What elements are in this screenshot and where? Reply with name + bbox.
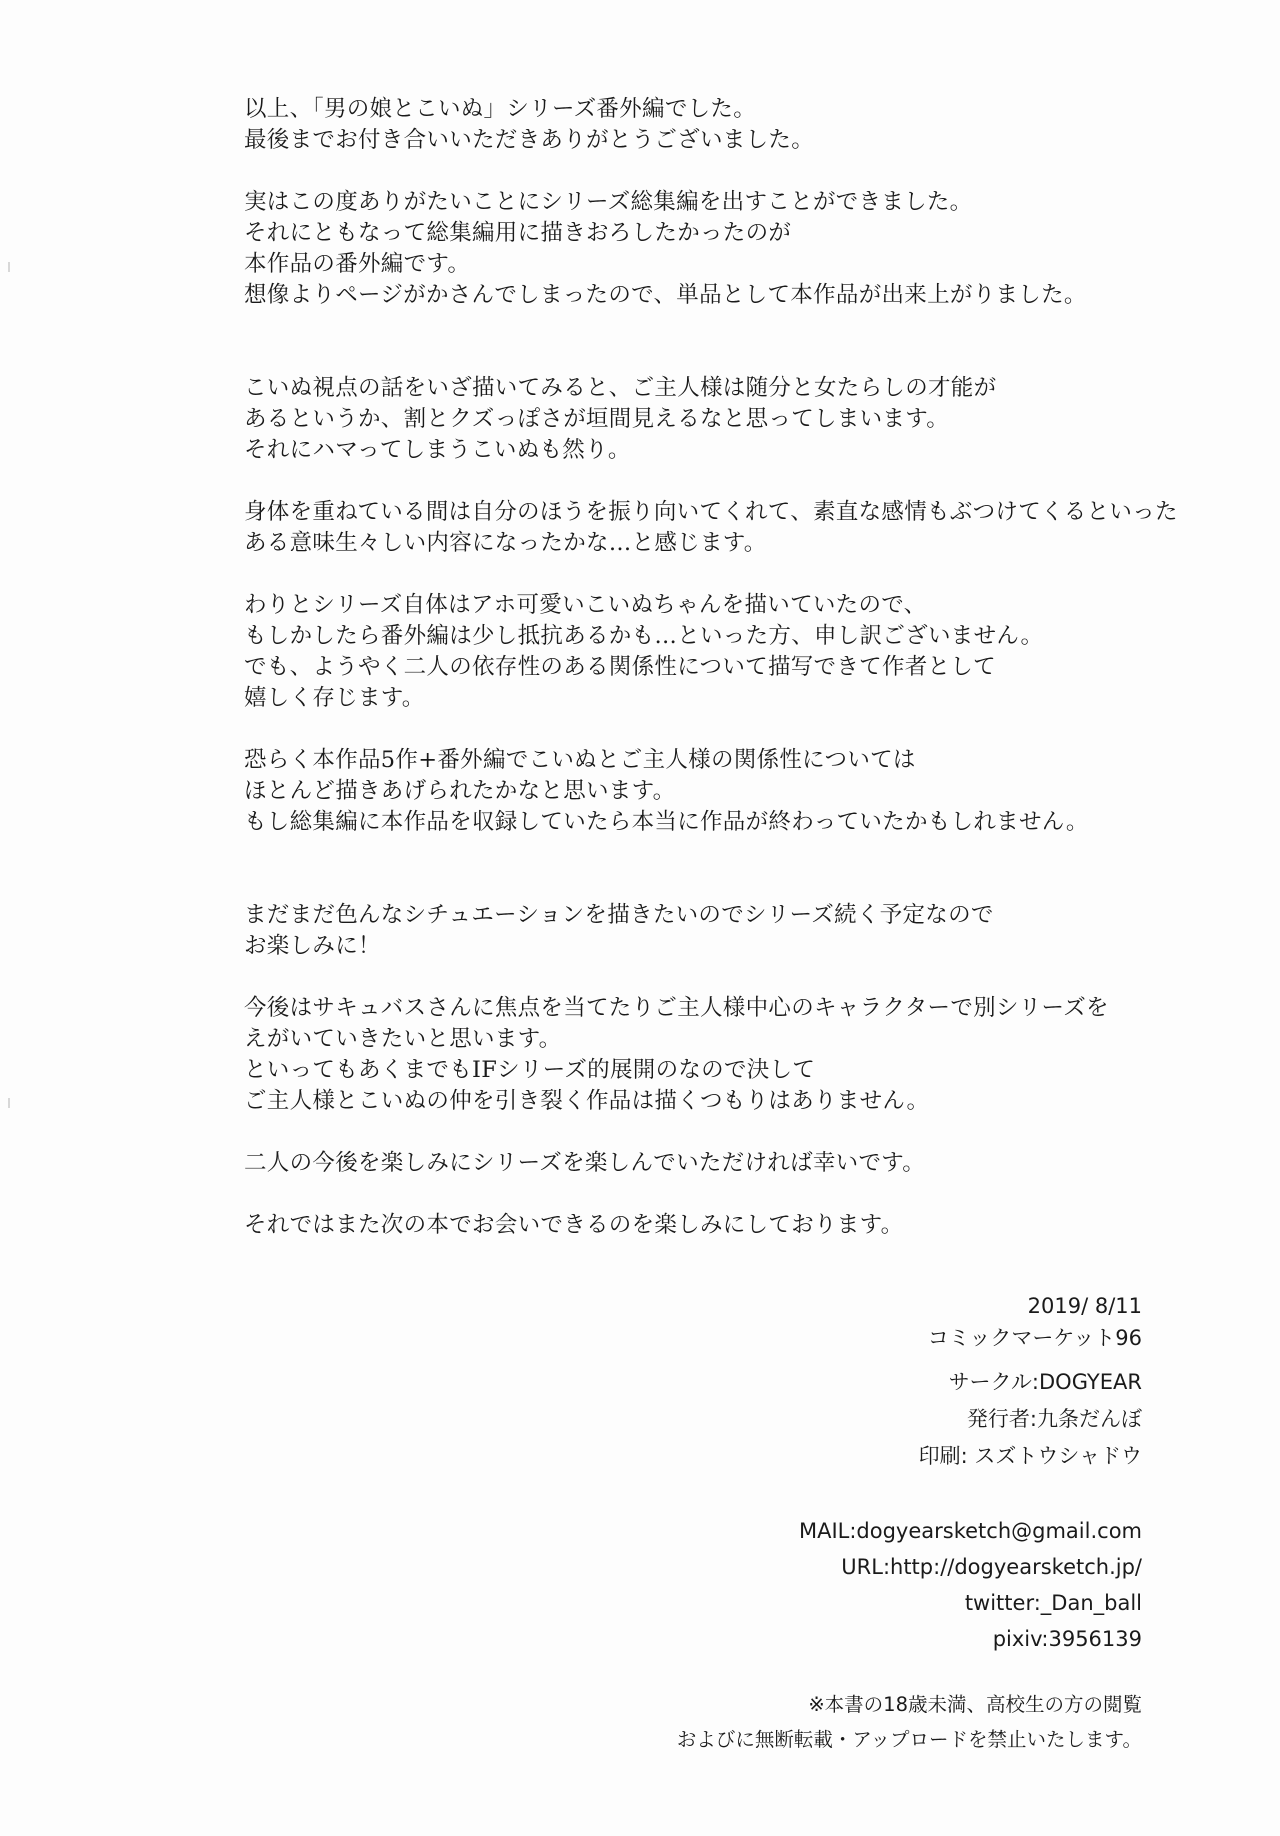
afterword-paragraph-7 — [244, 900, 1164, 962]
text-line: 身体を重ねている間は自分のほうを振り向いてくれて、素直な感情もぶつけてくるといった — [244, 499, 1178, 525]
text-line: こいぬ視点の話をいざ描いてみると、ご主人様は随分と女たらしの才能が — [244, 375, 997, 401]
text-line: あるというか、割とクズっぽさが垣間見えるなと思ってしまいます。 — [244, 406, 950, 432]
publisher-name: 発行者:九条だんぼ — [966, 1407, 1142, 1431]
text-line: それにともなって総集編用に描きおろしたかったのが — [244, 220, 792, 246]
text-line: もしかしたら番外編は少し抵抗あるかも…といった方、申し訳ございません。 — [244, 623, 1044, 649]
contact-mail: MAIL:dogyearsketch@gmail.com — [798, 1519, 1142, 1543]
text-line: 最後までお付き合いいただきありがとうございました。 — [244, 127, 815, 153]
text-line: 想像よりページがかさんでしまったので、単品として本作品が出来上がりました。 — [244, 282, 1087, 308]
text-line: お楽しみに！ — [244, 933, 381, 959]
afterword-text — [244, 94, 1178, 1241]
text-line: 恐らく本作品5作+番外編でこいぬとご主人様の関係性については — [244, 747, 916, 773]
paragraph-gap — [244, 1117, 1164, 1148]
afterword-paragraph-6 — [244, 745, 1164, 838]
paragraph-gap — [244, 838, 1164, 900]
scan-speck — [8, 1098, 10, 1108]
afterword-paragraph-4 — [244, 497, 1178, 559]
age-restriction-notice — [677, 1687, 1142, 1757]
text-line: 本作品の番外編です。 — [244, 251, 471, 277]
paragraph-gap — [244, 559, 1164, 590]
text-line: でも、ようやく二人の依存性のある関係性について描写できて作者として — [244, 654, 996, 680]
afterword-paragraph-9 — [244, 1148, 1164, 1179]
publication-date: 2019/ 8/11 — [1027, 1294, 1142, 1318]
text-line: ほとんど描きあげられたかなと思います。 — [244, 778, 676, 804]
paragraph-gap — [244, 156, 1164, 187]
circle-name: サークル:DOGYEAR — [948, 1370, 1142, 1394]
text-line: 二人の今後を楽しみにシリーズを楽しんでいただければ幸いです。 — [244, 1150, 926, 1176]
paragraph-gap — [244, 1179, 1164, 1210]
notice-line: およびに無断転載・アップロードを禁止いたします。 — [676, 1728, 1142, 1751]
text-line: えがいていきたいと思います。 — [244, 1026, 562, 1052]
text-line: 嬉しく存じます。 — [244, 685, 425, 711]
afterword-paragraph-3 — [244, 373, 1164, 466]
text-line: それではまた次の本でお会いできるのを楽しみにしております。 — [244, 1212, 904, 1238]
text-line: といってもあくまでもIFシリーズ的展開のなので決して — [244, 1057, 816, 1083]
contact-url: URL:http://dogyearsketch.jp/ — [841, 1555, 1142, 1579]
paragraph-gap — [244, 311, 1164, 373]
contact-pixiv: pixiv:3956139 — [992, 1627, 1142, 1651]
text-line: 実はこの度ありがたいことにシリーズ総集編を出すことができました。 — [244, 189, 973, 215]
event-name: コミックマーケット96 — [927, 1326, 1142, 1350]
text-line: わりとシリーズ自体はアホ可愛いこいぬちゃんを描いていたので、 — [244, 592, 927, 618]
text-line: まだまだ色んなシチュエーションを描きたいのでシリーズ続く予定なので — [244, 902, 994, 928]
paragraph-gap — [244, 714, 1164, 745]
scan-speck — [8, 262, 10, 272]
contact-twitter: twitter:_Dan_ball — [964, 1591, 1142, 1615]
text-line: ある意味生々しい内容になったかな…と感じます。 — [244, 530, 767, 556]
colophon — [677, 1290, 1142, 1757]
text-line: それにハマってしまうこいぬも然り。 — [244, 437, 631, 463]
contact-info — [677, 1513, 1142, 1657]
afterword-paragraph-8 — [244, 993, 1164, 1117]
afterword-paragraph-5 — [244, 590, 1164, 714]
text-line: ご主人様とこいぬの仲を引き裂く作品は描くつもりはありません。 — [244, 1088, 930, 1114]
text-line: もし総集編に本作品を収録していたら本当に作品が終わっていたかもしれません。 — [244, 809, 1089, 835]
afterword-paragraph-2 — [244, 187, 1164, 311]
printer-name: 印刷: スズトウシャドウ — [918, 1444, 1142, 1468]
notice-line: ※本書の18歳未満、高校生の方の閲覧 — [808, 1693, 1142, 1716]
afterword-paragraph-10 — [244, 1210, 1164, 1241]
text-line: 今後はサキュバスさんに焦点を当てたりご主人様中心のキャラクターで別シリーズを — [244, 995, 1109, 1021]
afterword-paragraph-1 — [244, 94, 1164, 156]
paragraph-gap — [244, 466, 1164, 497]
text-line: 以上、「男の娘とこいぬ」シリーズ番外編でした。 — [244, 96, 757, 122]
paragraph-gap — [244, 962, 1164, 993]
